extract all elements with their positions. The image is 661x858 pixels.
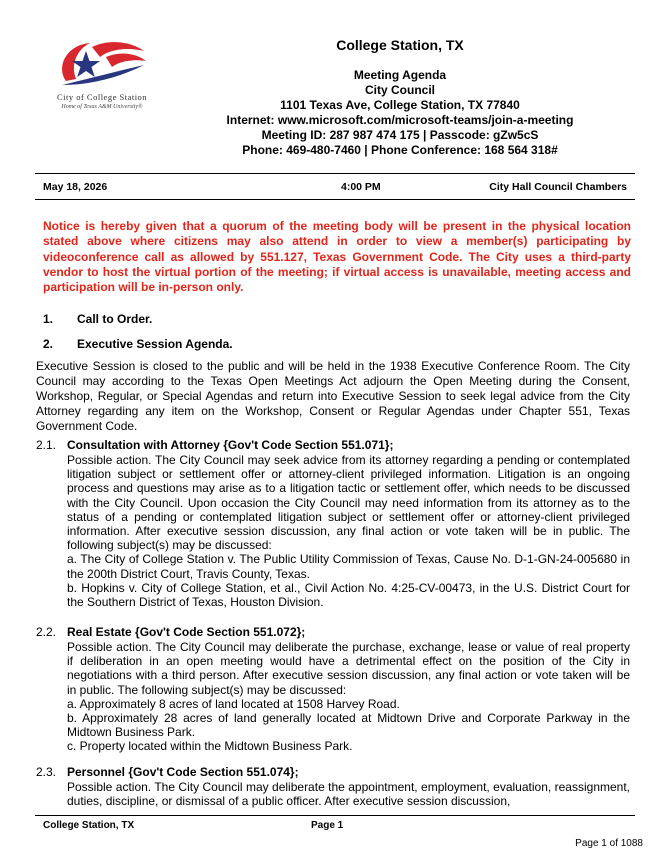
internet-link[interactable]: Internet: www.microsoft.com/microsoft-teams/join-a-meeting <box>226 113 574 127</box>
meeting-header <box>150 68 650 158</box>
city-logo-name: City of College Station <box>56 92 148 102</box>
meeting-id: Meeting ID: 287 987 474 175 | Passcode: gZw5cS <box>261 128 539 142</box>
subitem-body <box>67 640 630 754</box>
item-label: Executive Session Agenda. <box>77 337 233 351</box>
list-item: a. The City of College Station v. The Public Utility Commission of Texas, Cause No. D-1-GN-24-005680 in the 200th District Court, Travis County, Texas. <box>67 552 630 581</box>
subitem-body <box>67 780 630 808</box>
meeting-location: City Hall Council Chambers <box>489 181 627 193</box>
subitem-description: Possible action. The City Council may seek advice from its attorney regarding a pending or contemplated litigation subject or settlement offer or attorney-client privileged information. Litigation is an ongoing process and questions may arise as to a litigation tactic or settlement offer, which needs to be discussed with the City Council. Upon occasion the City Council may need information from its attorney as to the status of a pending or contemplated litigation subject or settlement offer or attorney-client privileged information. After executive session discussion, any final action or vote taken will be in public. The following subject(s) may be discussed: <box>67 453 630 553</box>
subitem-title: Real Estate {Gov't Code Section 551.072}; <box>67 625 306 639</box>
subitem-heading: 2.3. Personnel {Gov't Code Section 551.074}; <box>36 765 299 779</box>
item-label: Call to Order. <box>77 312 153 326</box>
city-logo <box>36 37 168 127</box>
notice-text: Notice is hereby given that a quorum of the meeting body will be present in the physical location stated above where citizens may also attend in order to view a member(s) participating by videoconference call as allowed by 551.127, Texas Government Code. The City uses a third-party vendor to host the virtual portion of the meeting; if virtual access is unavailable, meeting access and participation will be in-person only. <box>43 219 631 295</box>
subitem-description: Possible action. The City Council may deliberate the purchase, exchange, lease or value of real property if deliberation in an open meeting would have a detrimental effect on the position of the City in negotiations with a third person. After executive session discussion, any final action or vote taken will be in public. The following subject(s) may be discussed: <box>67 640 630 697</box>
page-title: College Station, TX <box>336 37 464 53</box>
city-logo-tagline: Home of Texas A&M University® <box>61 104 143 110</box>
footer-page: Page 1 <box>311 820 344 831</box>
page-counter: Page 1 of 1088 <box>575 838 643 849</box>
subitem-heading: 2.1. Consultation with Attorney {Gov't Code Section 551.071}; <box>36 438 394 452</box>
list-item: b. Hopkins v. City of College Station, et al., Civil Action No. 4:25-CV-00473, in the U.S. District Court for the Southern District of Texas, Houston Division. <box>67 580 630 610</box>
subitem-description: Possible action. The City Council may deliberate the appointment, employment, evaluation, reassignment, duties, discipline, or dismissal of a public officer. After executive session discussion, <box>67 780 630 809</box>
phone-info: Phone: 469-480-7460 | Phone Conference: 168 564 318# <box>242 143 558 157</box>
agenda-label: Meeting Agenda <box>353 68 447 82</box>
footer-city: College Station, TX <box>43 820 135 831</box>
item-number: 1. <box>43 312 54 326</box>
meeting-time: 4:00 PM <box>341 181 381 193</box>
footer-rule <box>35 815 635 816</box>
star-swoosh-icon <box>48 37 158 91</box>
body-label: City Council <box>364 83 435 97</box>
list-item: a. Approximately 8 acres of land located at 1508 Harvey Road. <box>67 696 400 711</box>
executive-session-intro: Executive Session is closed to the public and will be held in the 1938 Executive Conference Room. The City Council may according to the Texas Open Meetings Act adjourn the Open Meeting during the Consent, Workshop, Regular, or Special Agendas and return into Executive Session to seek legal advice from the City Attorney regarding any item on the Workshop, Consent or Regular Agendas under Chapter 551, Texas Government Code. <box>36 359 630 433</box>
header-rule-bottom <box>35 199 635 200</box>
meeting-date: May 18, 2026 <box>43 181 108 193</box>
address: 1101 Texas Ave, College Station, TX 77840 <box>280 98 520 112</box>
header-rule-top <box>35 173 635 174</box>
subitem-body <box>67 453 630 609</box>
list-item: b. Approximately 28 acres of land generally located at Midtown Drive and Corporate Parkway in the Midtown Business Park. <box>67 711 630 740</box>
item-number: 2. <box>43 337 54 351</box>
subitem-title: Consultation with Attorney {Gov't Code Section 551.071}; <box>67 438 394 452</box>
list-item: c. Property located within the Midtown Business Park. <box>67 739 353 754</box>
subitem-heading: 2.2. Real Estate {Gov't Code Section 551.072}; <box>36 625 306 639</box>
subitem-title: Personnel {Gov't Code Section 551.074}; <box>67 765 299 779</box>
